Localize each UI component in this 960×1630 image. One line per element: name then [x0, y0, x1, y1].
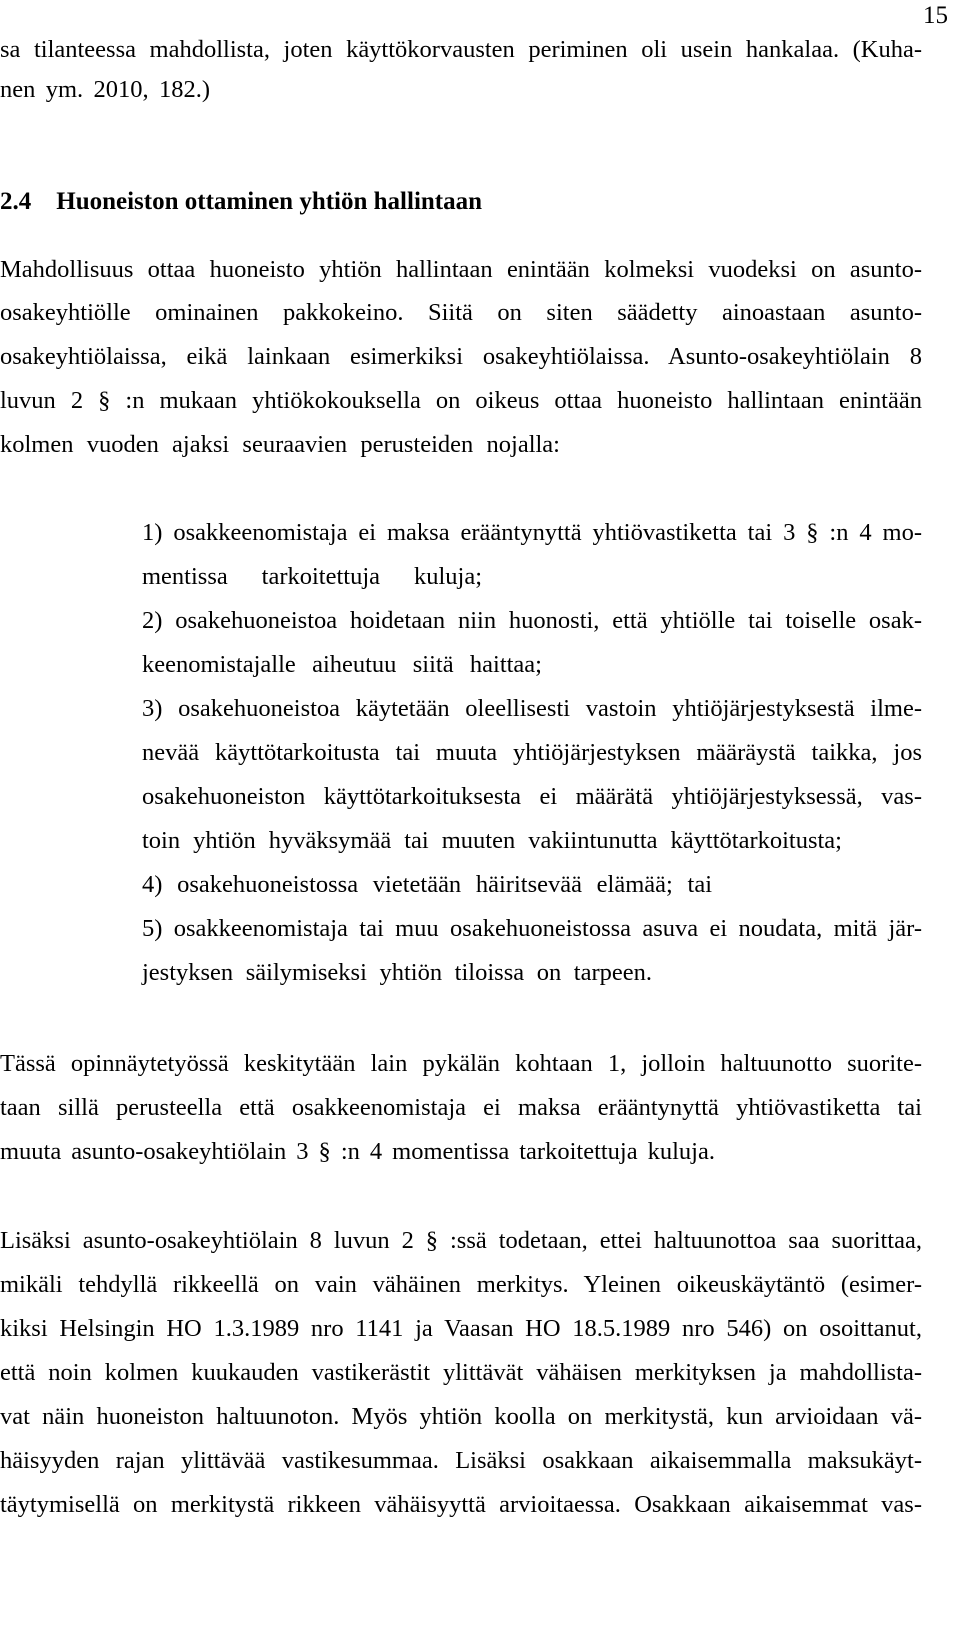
list-line: jestyksen säilymiseksi yhtiön tiloissa on tarpeen. — [142, 959, 652, 986]
text-line: muuta asunto-osakeyhtiölain 3 § :n 4 momentissa tarkoitettuja kuluja. — [0, 1138, 715, 1165]
text-line: osakeyhtiölaissa, eikä lainkaan esimerkiksi osakeyhtiölaissa. Asunto-osakeyhtiölain 8 — [0, 343, 922, 370]
page-number: 15 — [923, 2, 948, 29]
text-line: että noin kolmen kuukauden vastikerästit ylittävät vähäisen merkityksen ja mahdollista- — [0, 1359, 922, 1386]
list-line: toin yhtiön hyväksymää tai muuten vakiintunutta käyttötarkoitusta; — [142, 827, 842, 854]
section-heading: 2.4 Huoneiston ottaminen yhtiön hallintaan — [0, 188, 483, 215]
list-line: 5) osakkeenomistaja tai muu osakehuoneistossa asuva ei noudata, mitä jär- — [142, 915, 922, 942]
list-line: 3) osakehuoneistoa käytetään oleellisesti vastoin yhtiöjärjestyksestä ilme- — [142, 695, 922, 722]
text-line: taan sillä perusteella että osakkeenomistaja ei maksa erääntynyttä yhtiövastiketta tai — [0, 1094, 922, 1121]
text-line: nen ym. 2010, 182.) — [0, 76, 210, 103]
text-line: osakeyhtiölle ominainen pakkokeino. Siitä on siten säädetty ainoastaan asunto- — [0, 299, 922, 326]
text-line: Lisäksi asunto-osakeyhtiölain 8 luvun 2 § :ssä todetaan, ettei haltuunottoa saa suorittaa, — [0, 1227, 922, 1254]
text-line: täytymisellä on merkitystä rikkeen vähäisyyttä arvioitaessa. Osakkaan aikaisemmat vas- — [0, 1491, 922, 1518]
text-line: kiksi Helsingin HO 1.3.1989 nro 1141 ja Vaasan HO 18.5.1989 nro 546) on osoittanut, — [0, 1315, 922, 1342]
list-line: osakehuoneiston käyttötarkoituksesta ei määrätä yhtiöjärjestyksessä, vas- — [142, 783, 922, 810]
text-line: kolmen vuoden ajaksi seuraavien perusteiden nojalla: — [0, 431, 560, 458]
text-line: Mahdollisuus ottaa huoneisto yhtiön hallintaan enintään kolmeksi vuodeksi on asunto- — [0, 256, 922, 283]
list-line: mentissa tarkoitettuja kuluja; — [142, 563, 482, 590]
text-line: mikäli tehdyllä rikkeellä on vain vähäinen merkitys. Yleinen oikeuskäytäntö (esimer- — [0, 1271, 922, 1298]
list-line: 1) osakkeenomistaja ei maksa erääntynyttä yhtiövastiketta tai 3 § :n 4 mo- — [142, 519, 922, 546]
text-line: luvun 2 § :n mukaan yhtiökokouksella on oikeus ottaa huoneisto hallintaan enintään — [0, 387, 922, 414]
list-line: 4) osakehuoneistossa vietetään häiritsevää elämää; tai — [142, 871, 712, 898]
list-line: keenomistajalle aiheutuu siitä haittaa; — [142, 651, 542, 678]
list-line: nevää käyttötarkoitusta tai muuta yhtiöjärjestyksen määräystä taikka, jos — [142, 739, 922, 766]
text-line: vat näin huoneiston haltuunoton. Myös yhtiön koolla on merkitystä, kun arvioidaan vä- — [0, 1403, 922, 1430]
text-line: häisyyden rajan ylittävää vastikesummaa. Lisäksi osakkaan aikaisemmalla maksukäyt- — [0, 1447, 922, 1474]
text-line: Tässä opinnäytetyössä keskitytään lain pykälän kohtaan 1, jolloin haltuunotto suorite- — [0, 1050, 922, 1077]
list-line: 2) osakehuoneistoa hoidetaan niin huonosti, että yhtiölle tai toiselle osak- — [142, 607, 922, 634]
text-line: sa tilanteessa mahdollista, joten käyttökorvausten periminen oli usein hankalaa. (Kuha- — [0, 36, 922, 63]
